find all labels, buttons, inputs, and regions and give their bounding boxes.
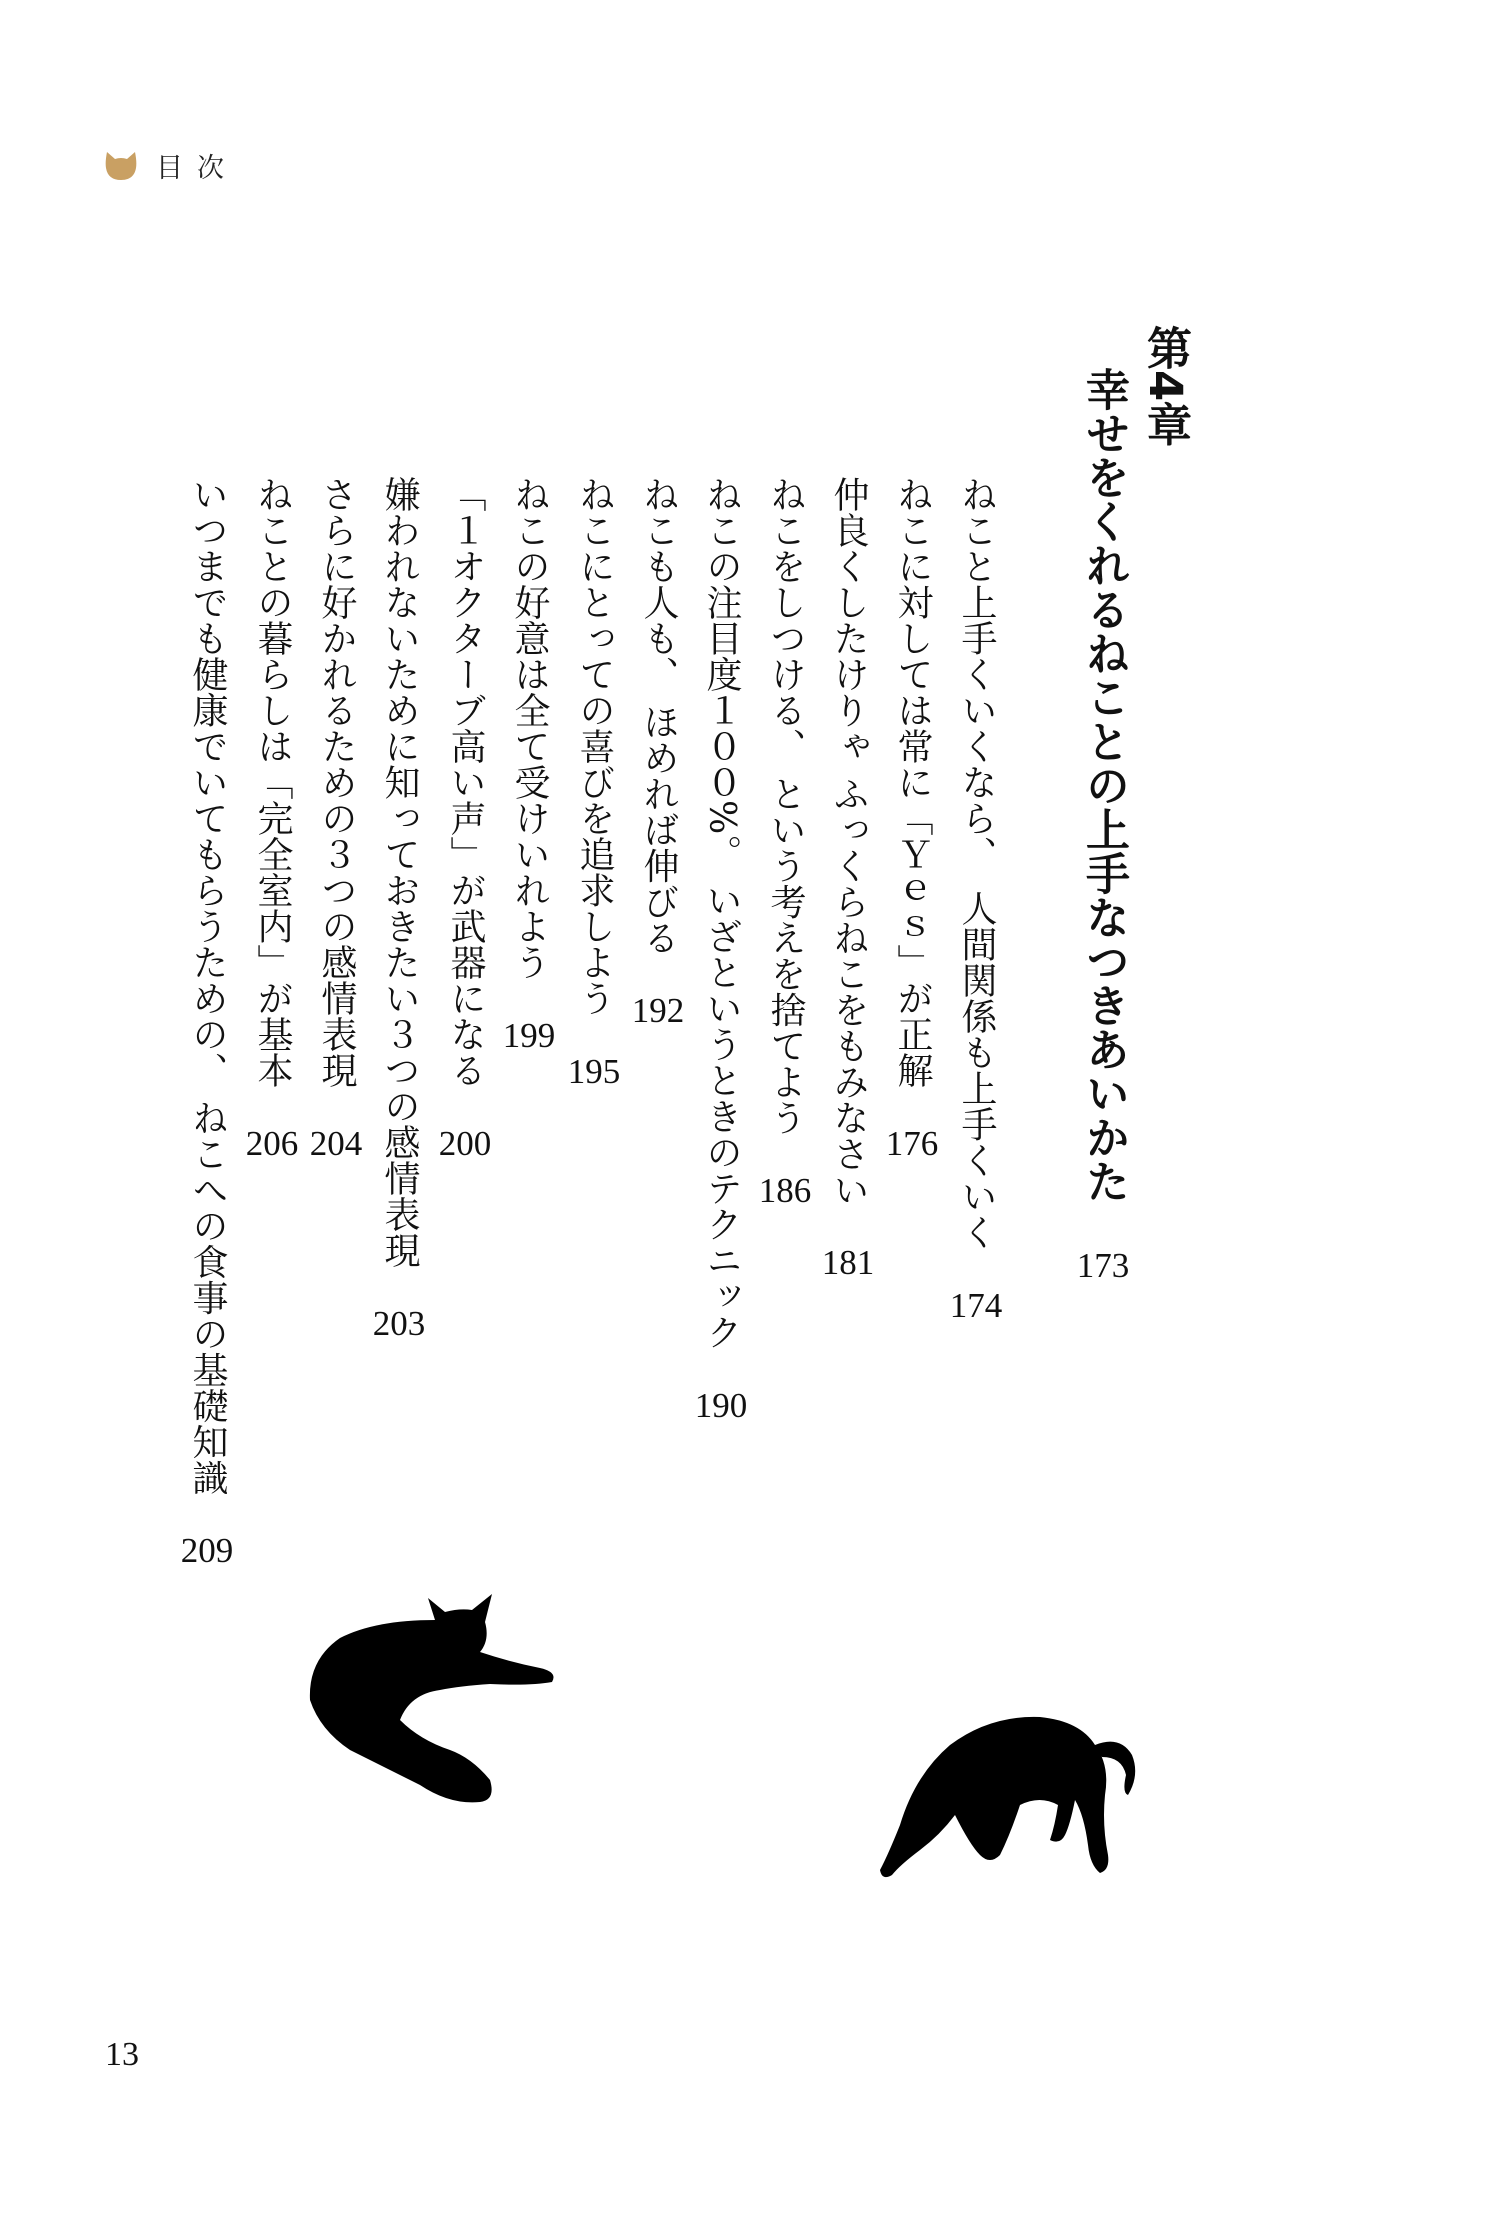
toc-entry-title: ねことの暮らしは「完全室内」が基本 [252, 476, 293, 1088]
stretching-cat-illustration [870, 1705, 1150, 1885]
toc-entry-page: 203 [372, 1304, 426, 1343]
toc-entry-page: 186 [758, 1171, 812, 1211]
toc-entry-page: 199 [502, 1016, 556, 1055]
toc-entry-page: 190 [694, 1385, 748, 1425]
toc-entry-page: 209 [180, 1531, 234, 1571]
toc-entry-page: 206 [245, 1124, 299, 1163]
chapter-label: 第4章 [1139, 325, 1192, 447]
toc-entry-page: 195 [567, 1052, 621, 1091]
toc-header [104, 146, 238, 185]
toc-entry-title: ねこの注目度１００%。 いざというときのテクニック [701, 476, 742, 1350]
cat-head-icon [104, 150, 138, 182]
toc-entry-title: 「１オクターブ高い声」が武器になる [445, 476, 486, 1088]
toc-entry-page: 176 [885, 1124, 939, 1163]
toc-entry-page: 204 [309, 1124, 363, 1163]
toc-entry-page: 181 [821, 1243, 875, 1283]
toc-entry-title: ねこも人も、 ほめれば伸びる [638, 476, 679, 956]
toc-entry-page: 174 [949, 1286, 1003, 1325]
chapter-page: 173 [1076, 1246, 1130, 1285]
toc-entry-title: いつまでも健康でいてもらうための、 ねこへの食事の基礎知識 [187, 476, 228, 1496]
toc-entry-title: ねこの好意は全て受けいれよう [509, 476, 550, 980]
toc-entry-title: ねこにとっての喜びを追求しよう [574, 476, 615, 1016]
toc-entry-title: ねこをしつける、 という考えを捨てよう [765, 476, 806, 1136]
toc-entry-title: 嫌われないために知っておきたい３つの感情表現 [379, 476, 420, 1268]
toc-title: 目次 [156, 153, 238, 184]
toc-entry-title: ねこに対しては常に「Ｙｅｓ」が正解 [892, 476, 933, 1088]
toc-entry-page: 200 [438, 1124, 492, 1163]
lying-cat-illustration [300, 1590, 570, 1820]
toc-entry-title: さらに好かれるための３つの感情表現 [316, 476, 357, 1088]
toc-entry-title: ねこと上手くいくなら、 人間関係も上手くいく [956, 476, 997, 1250]
page-number: 13 [105, 2036, 139, 2073]
toc-entry-page: 192 [631, 991, 685, 1031]
chapter-title: 幸せをくれるねことの上手なつきあいかた [1078, 367, 1129, 1203]
toc-entry-title: 仲良くしたけりゃ ふっくらねこをもみなさい [828, 476, 869, 1208]
